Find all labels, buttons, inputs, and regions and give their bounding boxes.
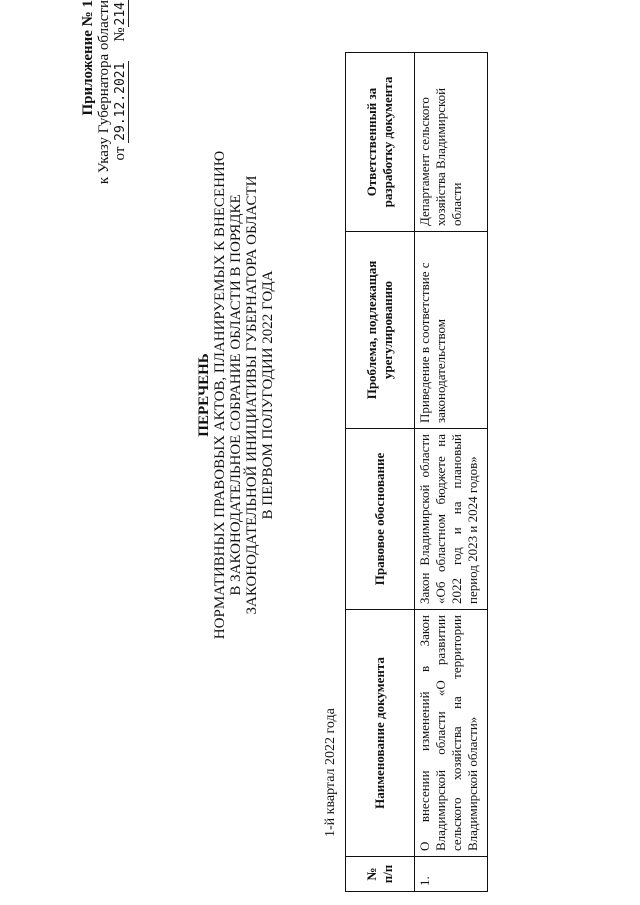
cell-name: О внесении изменений в Закон Владимирской области «О развитии сельского хозяйства на территории Владимирской области» xyxy=(415,610,488,857)
table-header-row xyxy=(346,53,415,892)
heading-line: В ПЕРВОМ ПОЛУГОДИИ 2022 ГОДА xyxy=(260,270,276,520)
heading-line: НОРМАТИВНЫХ ПРАВОВЫХ АКТОВ, ПЛАНИРУЕМЫХ К ВНЕСЕНИЮ xyxy=(212,150,228,640)
heading-line: В ЗАКОНОДАТЕЛЬНОЕ СОБРАНИЕ ОБЛАСТИ В ПОРЯДКЕ xyxy=(228,194,244,596)
appendix-block xyxy=(80,0,129,340)
header-name: Наименование документа xyxy=(346,610,415,857)
header-number: № п/п xyxy=(346,857,415,892)
acts-table xyxy=(345,52,488,892)
cell-number: 1. xyxy=(415,857,488,892)
document-heading xyxy=(196,115,276,675)
date-prefix: от xyxy=(112,146,128,161)
appendix-decree-ref: к Указу Губернатора области xyxy=(96,0,112,185)
number-prefix: № xyxy=(112,27,128,42)
handwritten-date: 29.12.2021 xyxy=(113,62,128,141)
header-problem: Проблема, подлежащая урегулированию xyxy=(346,232,415,429)
table-row xyxy=(415,53,488,892)
heading-line: ЗАКОНОДАТЕЛЬНОЙ ИНИЦИАТИВЫ ГУБЕРНАТОРА ОБЛАСТИ xyxy=(244,175,260,615)
handwritten-number: 214 xyxy=(113,2,128,26)
cell-basis: Закон Владимирской области «Об областном бюджете на 2022 год и на плановый период 2023 и 2024 годов» xyxy=(415,429,488,610)
header-responsible: Ответственный за разработку документа xyxy=(346,53,415,232)
cell-responsible: Департамент сельского хозяйства Владимирской области xyxy=(415,53,488,232)
header-basis: Правовое обоснование xyxy=(346,429,415,610)
appendix-date-line xyxy=(112,0,129,340)
cell-problem: Приведение в соответствие с законодательством xyxy=(415,232,488,429)
appendix-title: Приложение № 1 xyxy=(80,0,96,116)
quarter-label: 1-й квартал 2022 года xyxy=(323,708,338,837)
heading-title: ПЕРЕЧЕНЬ xyxy=(196,353,212,437)
